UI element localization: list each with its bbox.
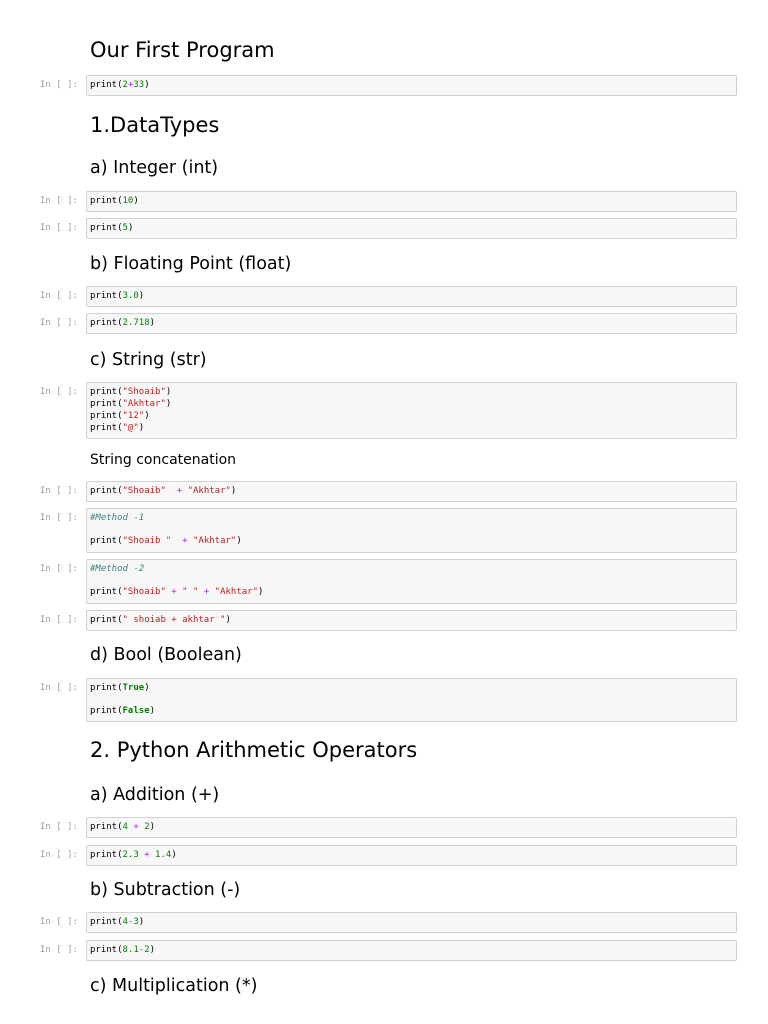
code-line [90, 916, 144, 928]
code-cell[interactable] [86, 678, 737, 722]
markdown-heading: 1.DataTypes [90, 113, 220, 137]
code-line [90, 849, 177, 861]
code-token: ) [149, 706, 156, 716]
code-token: "Shoaib" [122, 387, 166, 397]
code-line [90, 682, 150, 694]
cell-prompt: In [ ]: [40, 223, 78, 233]
code-cell[interactable] [86, 382, 737, 439]
code-token: print( [90, 683, 123, 693]
code-token: ) [171, 850, 177, 860]
cell-prompt: In [ ]: [40, 917, 78, 927]
cell-prompt: In [ ]: [40, 196, 78, 206]
code-line [90, 535, 242, 547]
code-token: ) [144, 411, 150, 421]
code-token: 33 [133, 80, 145, 90]
code-line [90, 821, 155, 833]
code-token: ) [258, 587, 264, 597]
cell-prompt: In [ ]: [40, 513, 78, 523]
code-cell[interactable] [86, 845, 737, 866]
cell-prompt: In [ ]: [40, 486, 78, 496]
markdown-heading: Our First Program [90, 38, 275, 62]
code-token: print( [90, 411, 123, 421]
code-cell[interactable] [86, 313, 737, 334]
code-token: ) [138, 291, 145, 301]
code-line [90, 563, 144, 575]
cell-prompt: In [ ]: [40, 822, 78, 832]
code-line [90, 317, 155, 329]
code-line [90, 386, 171, 398]
code-token: 4 [122, 917, 128, 927]
code-token: print( [90, 318, 123, 328]
cell-prompt: In [ ]: [40, 850, 78, 860]
code-cell[interactable] [86, 286, 737, 307]
code-token: + [203, 587, 210, 597]
code-token: print( [90, 486, 123, 496]
code-token: - [138, 945, 145, 955]
code-token: print( [90, 917, 123, 927]
code-token: ) [149, 822, 156, 832]
code-token: 2 [144, 945, 150, 955]
code-line [90, 944, 155, 956]
code-token: print( [90, 587, 123, 597]
code-token: #Method -2 [90, 564, 145, 574]
code-token: + [127, 80, 134, 90]
code-cell[interactable] [86, 191, 737, 212]
code-token: 2.3 [122, 850, 139, 860]
code-token: ) [144, 80, 150, 90]
cell-prompt: In [ ]: [40, 387, 78, 397]
cell-prompt: In [ ]: [40, 615, 78, 625]
code-token [171, 536, 182, 546]
code-token: ) [225, 615, 231, 625]
cell-prompt: In [ ]: [40, 945, 78, 955]
code-line [90, 422, 144, 434]
code-token: "@" [122, 423, 139, 433]
code-token: 3.0 [122, 291, 139, 301]
code-line [90, 79, 150, 91]
code-token: + [133, 822, 139, 832]
code-token: 4 [122, 822, 128, 832]
markdown-heading: d) Bool (Boolean) [90, 645, 242, 665]
code-token: 10 [122, 196, 134, 206]
code-token: print( [90, 706, 123, 716]
code-token: ) [230, 486, 237, 496]
code-token: ) [149, 945, 156, 955]
code-token: ) [133, 196, 139, 206]
markdown-heading: c) Multiplication (*) [90, 976, 258, 996]
code-token: print( [90, 615, 123, 625]
code-token: "Shoaib" [122, 587, 166, 597]
code-token: print( [90, 291, 123, 301]
code-cell[interactable] [86, 508, 737, 553]
code-token: ) [236, 536, 242, 546]
code-token [166, 486, 177, 496]
markdown-heading: b) Floating Point (float) [90, 254, 292, 274]
code-token: print( [90, 223, 123, 233]
code-token: print( [90, 850, 123, 860]
cell-prompt: In [ ]: [40, 318, 78, 328]
code-token: + [144, 850, 150, 860]
code-token: ) [165, 399, 172, 409]
code-token: print( [90, 387, 123, 397]
code-line [90, 195, 139, 207]
cell-prompt: In [ ]: [40, 683, 78, 693]
code-token: print( [90, 945, 123, 955]
markdown-heading: c) String (str) [90, 350, 207, 370]
code-token: print( [90, 536, 123, 546]
code-line [90, 410, 150, 422]
code-token: ) [127, 223, 134, 233]
code-token: 2 [144, 822, 150, 832]
code-line [90, 398, 171, 410]
code-token: #Method -1 [90, 513, 145, 523]
code-line [90, 485, 236, 497]
code-token: ) [165, 387, 172, 397]
code-token: "Shoaib" [122, 486, 166, 496]
code-token: ) [138, 917, 145, 927]
code-token: "Akhtar" [122, 399, 166, 409]
code-token: " shoiab + akhtar " [122, 615, 226, 625]
code-cell[interactable] [86, 940, 737, 961]
code-token: "Shoaib " [122, 536, 172, 546]
code-token: "Akhtar" [214, 587, 259, 597]
code-line [90, 222, 133, 234]
code-token: "12" [122, 411, 145, 421]
code-token: ) [138, 423, 145, 433]
code-cell[interactable] [86, 218, 737, 239]
code-token: 2 [122, 80, 128, 90]
code-token: + [182, 536, 188, 546]
code-line [90, 290, 144, 302]
code-line [90, 512, 144, 524]
code-line [90, 614, 231, 626]
code-token: True [122, 683, 145, 693]
code-token: 3 [133, 917, 139, 927]
code-token: - [127, 917, 134, 927]
code-token: ) [144, 683, 150, 693]
markdown-text: String concatenation [90, 452, 237, 468]
code-cell[interactable] [86, 481, 737, 502]
code-token: "Akhtar" [187, 486, 231, 496]
cell-prompt: In [ ]: [40, 564, 78, 574]
code-line [90, 705, 155, 717]
code-token: 2.718 [122, 318, 150, 328]
code-token: + [171, 587, 177, 597]
code-token: "Akhtar" [192, 536, 237, 546]
markdown-heading: a) Addition (+) [90, 785, 220, 805]
code-token: False [122, 706, 150, 716]
code-token: print( [90, 80, 123, 90]
code-token: 1.4 [155, 850, 172, 860]
code-cell[interactable] [86, 912, 737, 933]
code-token: ) [149, 318, 156, 328]
cell-prompt: In [ ]: [40, 291, 78, 301]
code-cell[interactable] [86, 817, 737, 838]
code-cell[interactable] [86, 75, 737, 96]
markdown-heading: 2. Python Arithmetic Operators [90, 738, 418, 762]
markdown-heading: a) Integer (int) [90, 158, 219, 178]
code-token: print( [90, 399, 123, 409]
code-cell[interactable] [86, 610, 737, 631]
cell-prompt: In [ ]: [40, 80, 78, 90]
code-line [90, 586, 263, 598]
markdown-heading: b) Subtraction (-) [90, 880, 241, 900]
code-token: 8.1 [122, 945, 139, 955]
code-cell[interactable] [86, 559, 737, 604]
code-token: + [176, 486, 183, 496]
code-token: print( [90, 196, 123, 206]
code-token: print( [90, 423, 123, 433]
code-token: 5 [122, 223, 128, 233]
code-token: print( [90, 822, 123, 832]
code-token: " " [182, 587, 199, 597]
